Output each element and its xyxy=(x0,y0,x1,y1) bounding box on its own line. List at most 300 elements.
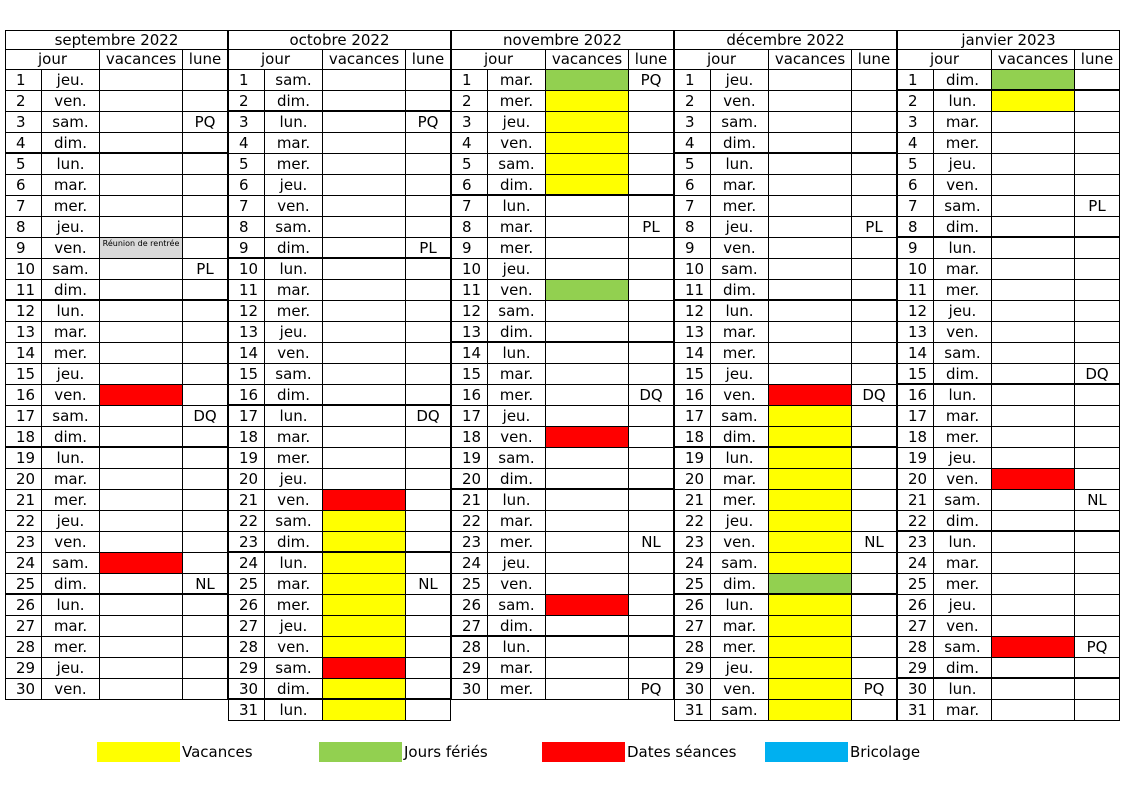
weekday: ven. xyxy=(711,91,769,111)
day-row xyxy=(897,217,1120,238)
moon-phase xyxy=(852,112,896,132)
day-number: 20 xyxy=(898,469,934,489)
day-row xyxy=(897,448,1120,469)
vacances-cell xyxy=(769,658,852,678)
day-row xyxy=(897,637,1120,658)
moon-phase xyxy=(1075,154,1119,174)
moon-phase xyxy=(183,637,227,657)
day-row xyxy=(5,343,228,364)
vacances-cell xyxy=(100,196,183,216)
moon-phase xyxy=(852,574,896,593)
weekday: dim. xyxy=(934,70,992,89)
day-row xyxy=(228,490,451,511)
vacances-cell xyxy=(992,532,1075,552)
weekday: mar. xyxy=(934,259,992,279)
moon-phase xyxy=(852,595,896,615)
weekday: sam. xyxy=(265,217,323,237)
day-row xyxy=(5,679,228,700)
weekday: mar. xyxy=(42,469,100,489)
vacances-cell xyxy=(769,343,852,363)
vacances-cell xyxy=(323,238,406,257)
day-number: 16 xyxy=(229,385,265,404)
day-number: 14 xyxy=(6,343,42,363)
weekday: lun. xyxy=(42,154,100,174)
day-row xyxy=(897,364,1120,385)
weekday: mar. xyxy=(711,616,769,636)
day-number: 15 xyxy=(452,364,488,384)
column-headers xyxy=(674,50,897,70)
weekday: lun. xyxy=(934,532,992,552)
legend xyxy=(0,741,1123,763)
day-row xyxy=(228,364,451,385)
day-row xyxy=(674,196,897,217)
weekday: lun. xyxy=(265,700,323,720)
weekday: sam. xyxy=(934,343,992,363)
weekday: mer. xyxy=(711,196,769,216)
moon-phase xyxy=(183,70,227,90)
moon-phase: NL xyxy=(641,533,661,551)
moon-phase xyxy=(183,238,227,258)
weekday: mar. xyxy=(265,133,323,153)
vacances-cell xyxy=(100,175,183,195)
day-row xyxy=(674,679,897,700)
day-row xyxy=(451,511,674,532)
moon-phase xyxy=(183,322,227,342)
day-row xyxy=(897,238,1120,259)
day-number: 8 xyxy=(229,217,265,237)
vacances-cell xyxy=(100,427,183,446)
day-number: 29 xyxy=(229,658,265,678)
vacances-cell xyxy=(546,574,629,594)
day-row xyxy=(228,532,451,553)
weekday: jeu. xyxy=(42,658,100,678)
moon-phase xyxy=(1075,532,1119,552)
moon-phase xyxy=(406,553,450,573)
day-row xyxy=(228,427,451,448)
day-number: 28 xyxy=(898,637,934,657)
day-number: 12 xyxy=(675,301,711,321)
vacances-cell xyxy=(323,595,406,615)
day-row xyxy=(674,112,897,133)
day-row xyxy=(5,469,228,490)
moon-phase xyxy=(1075,427,1119,447)
day-row xyxy=(228,616,451,637)
weekday: sam. xyxy=(42,259,100,279)
day-row xyxy=(228,406,451,427)
weekday: dim. xyxy=(934,364,992,383)
vacances-cell xyxy=(546,637,629,657)
day-number: 3 xyxy=(675,112,711,132)
weekday: jeu. xyxy=(488,553,546,573)
day-number: 16 xyxy=(452,385,488,405)
vacances-cell xyxy=(100,70,183,90)
day-number: 9 xyxy=(452,238,488,258)
day-row xyxy=(228,637,451,658)
day-row xyxy=(451,91,674,112)
vacances-cell xyxy=(100,217,183,237)
day-number: 19 xyxy=(898,448,934,468)
day-row xyxy=(5,196,228,217)
moon-phase xyxy=(852,301,896,321)
vacances-cell xyxy=(546,70,629,90)
vacances-cell xyxy=(992,112,1075,132)
moon-phase xyxy=(406,595,450,615)
weekday: jeu. xyxy=(42,217,100,237)
day-number: 9 xyxy=(229,238,265,257)
moon-phase xyxy=(1075,133,1119,153)
moon-phase xyxy=(1075,301,1119,321)
weekday: mer. xyxy=(934,133,992,153)
column-headers xyxy=(897,50,1120,70)
day-row xyxy=(897,322,1120,343)
day-row xyxy=(897,679,1120,700)
moon-phase xyxy=(852,133,896,152)
weekday: mar. xyxy=(934,700,992,720)
day-number: 14 xyxy=(452,343,488,363)
day-number: 23 xyxy=(898,532,934,552)
weekday: mar. xyxy=(934,112,992,132)
weekday: jeu. xyxy=(265,469,323,489)
day-number: 4 xyxy=(229,133,265,153)
vacances-cell xyxy=(546,364,629,384)
moon-phase: PL xyxy=(1088,197,1106,215)
vacances-cell xyxy=(323,301,406,321)
weekday: ven. xyxy=(711,238,769,258)
vacances-cell xyxy=(100,595,183,615)
day-row xyxy=(674,658,897,679)
weekday: lun. xyxy=(711,595,769,615)
vacances-cell xyxy=(546,616,629,635)
vacances-cell xyxy=(992,469,1075,489)
day-number: 13 xyxy=(675,322,711,342)
day-row xyxy=(674,532,897,553)
column-headers xyxy=(228,50,451,70)
vacances-cell xyxy=(769,280,852,299)
day-number: 6 xyxy=(6,175,42,195)
moon-phase: NL xyxy=(418,575,438,593)
weekday: sam. xyxy=(934,196,992,216)
day-number: 1 xyxy=(898,70,934,89)
vacances-cell xyxy=(546,217,629,237)
vacances-cell xyxy=(323,175,406,195)
day-row xyxy=(451,154,674,175)
moon-phase: PQ xyxy=(640,680,662,698)
day-row xyxy=(5,70,228,91)
vacances-cell xyxy=(323,700,406,720)
day-number: 18 xyxy=(6,427,42,446)
vacances-cell xyxy=(769,154,852,174)
vacances-cell xyxy=(769,553,852,573)
day-row xyxy=(228,511,451,532)
day-number: 11 xyxy=(229,280,265,300)
moon-phase xyxy=(629,574,673,594)
weekday: mar. xyxy=(265,574,323,594)
day-row xyxy=(674,91,897,112)
day-number: 2 xyxy=(452,91,488,111)
day-number: 12 xyxy=(452,301,488,321)
day-number: 18 xyxy=(898,427,934,447)
weekday: ven. xyxy=(42,385,100,405)
weekday: ven. xyxy=(488,574,546,594)
day-number: 28 xyxy=(229,637,265,657)
day-row xyxy=(897,511,1120,532)
moon-phase xyxy=(183,448,227,468)
day-row xyxy=(228,154,451,175)
weekday: lun. xyxy=(265,259,323,279)
moon-phase xyxy=(629,322,673,341)
weekday: mar. xyxy=(711,175,769,195)
day-row xyxy=(674,616,897,637)
day-row xyxy=(5,511,228,532)
vacances-cell xyxy=(992,91,1075,111)
month-column xyxy=(5,30,228,700)
day-row xyxy=(451,322,674,343)
vacances-cell xyxy=(769,385,852,405)
day-number: 4 xyxy=(675,133,711,152)
moon-phase xyxy=(183,133,227,152)
day-number: 11 xyxy=(675,280,711,299)
header-lune: lune xyxy=(1080,50,1114,68)
day-row xyxy=(5,322,228,343)
moon-phase xyxy=(852,175,896,195)
vacances-cell xyxy=(769,595,852,615)
moon-phase xyxy=(629,133,673,153)
day-row xyxy=(897,91,1120,112)
moon-phase xyxy=(852,658,896,678)
day-number: 14 xyxy=(898,343,934,363)
moon-phase xyxy=(183,280,227,299)
weekday: ven. xyxy=(488,427,546,447)
vacances-cell xyxy=(546,658,629,678)
vacances-cell xyxy=(100,112,183,132)
weekday: jeu. xyxy=(934,154,992,174)
weekday: mar. xyxy=(488,217,546,237)
moon-phase xyxy=(629,196,673,216)
vacances-cell xyxy=(769,196,852,216)
weekday: ven. xyxy=(488,280,546,300)
moon-phase xyxy=(852,259,896,279)
day-row xyxy=(674,364,897,385)
vacances-cell xyxy=(100,322,183,342)
day-number: 10 xyxy=(452,259,488,279)
weekday: sam. xyxy=(711,112,769,132)
legend-label: Jours fériés xyxy=(404,743,488,761)
day-row xyxy=(897,532,1120,553)
day-number: 17 xyxy=(898,406,934,426)
day-number: 12 xyxy=(898,301,934,321)
day-number: 14 xyxy=(675,343,711,363)
moon-phase xyxy=(1075,658,1119,677)
day-row xyxy=(674,280,897,301)
weekday: mar. xyxy=(488,511,546,531)
weekday: dim. xyxy=(265,532,323,551)
day-row xyxy=(228,469,451,490)
vacances-cell xyxy=(100,553,183,573)
weekday: lun. xyxy=(42,448,100,468)
day-number: 17 xyxy=(675,406,711,426)
day-number: 16 xyxy=(6,385,42,405)
vacances-cell xyxy=(546,679,629,699)
weekday: dim. xyxy=(488,322,546,341)
vacances-cell xyxy=(323,553,406,573)
vacances-cell xyxy=(323,448,406,468)
header-jour: jour xyxy=(6,50,100,69)
header-jour: jour xyxy=(675,50,769,69)
weekday: dim. xyxy=(934,511,992,530)
moon-phase xyxy=(852,196,896,216)
day-row xyxy=(5,175,228,196)
weekday: ven. xyxy=(42,91,100,111)
day-number: 30 xyxy=(898,679,934,699)
moon-phase: PQ xyxy=(194,113,216,131)
vacances-cell xyxy=(769,490,852,510)
vacances-cell xyxy=(546,406,629,426)
weekday: mar. xyxy=(934,406,992,426)
moon-phase: DQ xyxy=(1085,365,1109,383)
vacances-cell xyxy=(323,658,406,678)
moon-phase: DQ xyxy=(193,407,217,425)
weekday: lun. xyxy=(711,301,769,321)
legend-swatch xyxy=(97,742,180,762)
vacances-cell xyxy=(992,574,1075,594)
day-number: 18 xyxy=(675,427,711,446)
weekday: ven. xyxy=(934,175,992,195)
day-row xyxy=(674,322,897,343)
day-number: 5 xyxy=(898,154,934,174)
day-row xyxy=(897,112,1120,133)
weekday: ven. xyxy=(488,133,546,153)
weekday: ven. xyxy=(42,679,100,699)
day-row xyxy=(451,70,674,91)
weekday: sam. xyxy=(711,553,769,573)
day-row xyxy=(674,553,897,574)
weekday: mar. xyxy=(934,553,992,573)
weekday: mar. xyxy=(488,70,546,90)
day-number: 11 xyxy=(452,280,488,300)
header-jour: jour xyxy=(898,50,992,69)
vacances-cell xyxy=(100,406,183,426)
weekday: mer. xyxy=(488,91,546,111)
vacances-cell xyxy=(992,406,1075,426)
month-title: septembre 2022 xyxy=(5,30,228,50)
moon-phase xyxy=(1075,217,1119,236)
weekday: jeu. xyxy=(711,364,769,384)
moon-phase xyxy=(852,322,896,342)
moon-phase xyxy=(852,364,896,384)
vacances-cell xyxy=(546,238,629,258)
day-row xyxy=(451,553,674,574)
weekday: ven. xyxy=(711,679,769,699)
vacances-cell xyxy=(323,280,406,300)
day-number: 24 xyxy=(229,553,265,573)
vacances-cell xyxy=(100,532,183,552)
vacances-cell xyxy=(992,511,1075,530)
day-row xyxy=(228,385,451,406)
vacances-cell xyxy=(992,427,1075,447)
month-column xyxy=(451,30,674,700)
day-number: 7 xyxy=(675,196,711,216)
weekday: jeu. xyxy=(488,406,546,426)
day-row xyxy=(451,364,674,385)
moon-phase xyxy=(406,70,450,90)
weekday: mer. xyxy=(711,637,769,657)
day-row xyxy=(897,427,1120,448)
weekday: ven. xyxy=(934,469,992,489)
day-row xyxy=(897,469,1120,490)
vacances-cell xyxy=(992,700,1075,720)
vacances-cell xyxy=(769,511,852,531)
legend-item xyxy=(319,741,488,763)
day-number: 21 xyxy=(6,490,42,510)
moon-phase xyxy=(406,301,450,321)
day-row xyxy=(228,217,451,238)
weekday: jeu. xyxy=(711,511,769,531)
moon-phase xyxy=(852,490,896,510)
day-number: 23 xyxy=(675,532,711,552)
day-number: 27 xyxy=(229,616,265,636)
moon-phase: PQ xyxy=(863,680,885,698)
day-number: 21 xyxy=(898,490,934,510)
vacances-cell xyxy=(100,133,183,152)
vacances-cell xyxy=(100,574,183,593)
vacances-cell xyxy=(323,259,406,279)
day-number: 6 xyxy=(452,175,488,194)
weekday: mer. xyxy=(488,532,546,552)
day-row xyxy=(228,700,451,721)
day-row xyxy=(451,658,674,679)
moon-phase: DQ xyxy=(862,386,886,404)
moon-phase xyxy=(406,133,450,153)
weekday: dim. xyxy=(42,133,100,152)
day-row xyxy=(5,532,228,553)
moon-phase xyxy=(406,637,450,657)
day-row xyxy=(674,301,897,322)
legend-label: Vacances xyxy=(182,743,253,761)
weekday: jeu. xyxy=(934,448,992,468)
day-row xyxy=(228,196,451,217)
legend-swatch xyxy=(542,742,625,762)
vacances-cell xyxy=(769,238,852,258)
day-row xyxy=(5,658,228,679)
weekday: mer. xyxy=(265,448,323,468)
vacances-cell xyxy=(323,196,406,216)
weekday: dim. xyxy=(711,133,769,152)
vacances-cell xyxy=(323,91,406,110)
weekday: ven. xyxy=(265,343,323,363)
day-number: 6 xyxy=(229,175,265,195)
day-row xyxy=(5,91,228,112)
day-number: 31 xyxy=(898,700,934,720)
day-row xyxy=(897,301,1120,322)
day-number: 25 xyxy=(898,574,934,594)
vacances-cell xyxy=(769,112,852,132)
day-number: 23 xyxy=(6,532,42,552)
day-row xyxy=(5,574,228,595)
day-number: 27 xyxy=(6,616,42,636)
day-number: 13 xyxy=(898,322,934,342)
moon-phase xyxy=(1075,448,1119,468)
day-row xyxy=(897,406,1120,427)
day-number: 26 xyxy=(452,595,488,615)
day-row xyxy=(5,490,228,511)
moon-phase: PQ xyxy=(1086,638,1108,656)
vacances-cell xyxy=(546,385,629,405)
day-row xyxy=(228,658,451,679)
day-number: 1 xyxy=(452,70,488,90)
day-number: 9 xyxy=(675,238,711,258)
day-number: 23 xyxy=(229,532,265,551)
vacances-cell xyxy=(323,469,406,489)
